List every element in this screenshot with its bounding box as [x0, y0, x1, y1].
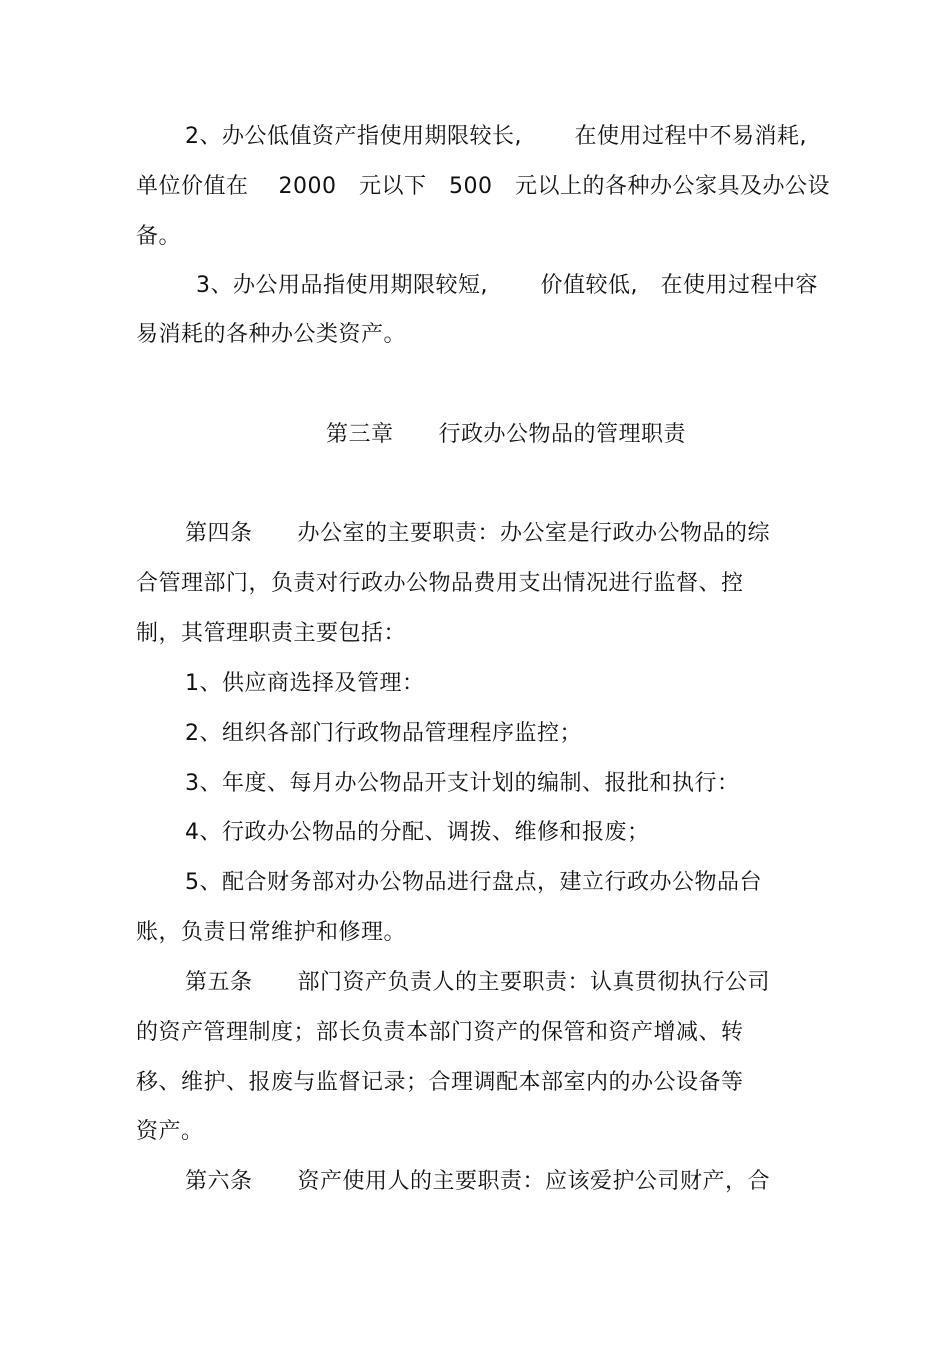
text-line: 备。 — [136, 224, 182, 249]
chapter-heading: 第三章 行政办公物品的管理职责 — [326, 422, 687, 447]
list-item: 4、行政办公物品的分配、调拨、维修和报废； — [185, 820, 650, 845]
text-line: 第六条 资产使用人的主要职责：应该爱护公司财产，合 — [185, 1169, 771, 1194]
text-line: 3、办公用品指使用期限较短, 价值较低, 在使用过程中容 — [196, 273, 818, 298]
text-line: 的资产管理制度；部长负责本部门资产的保管和资产增减、转 — [136, 1020, 744, 1045]
list-item: 3、年度、每月办公物品开支计划的编制、报批和执行： — [185, 771, 740, 796]
text-line: 合管理部门，负责对行政办公物品费用支出情况进行监督、控 — [136, 571, 744, 596]
text-line: 单位价值在 2000 元以下 500 元以上的各种办公家具及办公设 — [136, 174, 830, 199]
text-line: 资产。 — [136, 1119, 204, 1144]
text-line: 移、维护、报废与监督记录；合理调配本部室内的办公设备等 — [136, 1070, 744, 1095]
text-line: 制，其管理职责主要包括： — [136, 621, 407, 646]
text-line: 第五条 部门资产负责人的主要职责：认真贯彻执行公司 — [185, 970, 771, 995]
list-item: 2、组织各部门行政物品管理程序监控； — [185, 721, 582, 746]
text-line: 易消耗的各种办公类资产。 — [136, 322, 407, 347]
text-line: 第四条 办公室的主要职责：办公室是行政办公物品的综 — [185, 521, 771, 546]
text-line: 账，负责日常维护和修理。 — [136, 920, 407, 945]
list-item: 5、配合财务部对办公物品进行盘点，建立行政办公物品台 — [185, 870, 762, 895]
list-item: 1、供应商选择及管理： — [185, 671, 425, 696]
text-line: 2、办公低值资产指使用期限较长, 在使用过程中不易消耗, — [185, 124, 807, 149]
